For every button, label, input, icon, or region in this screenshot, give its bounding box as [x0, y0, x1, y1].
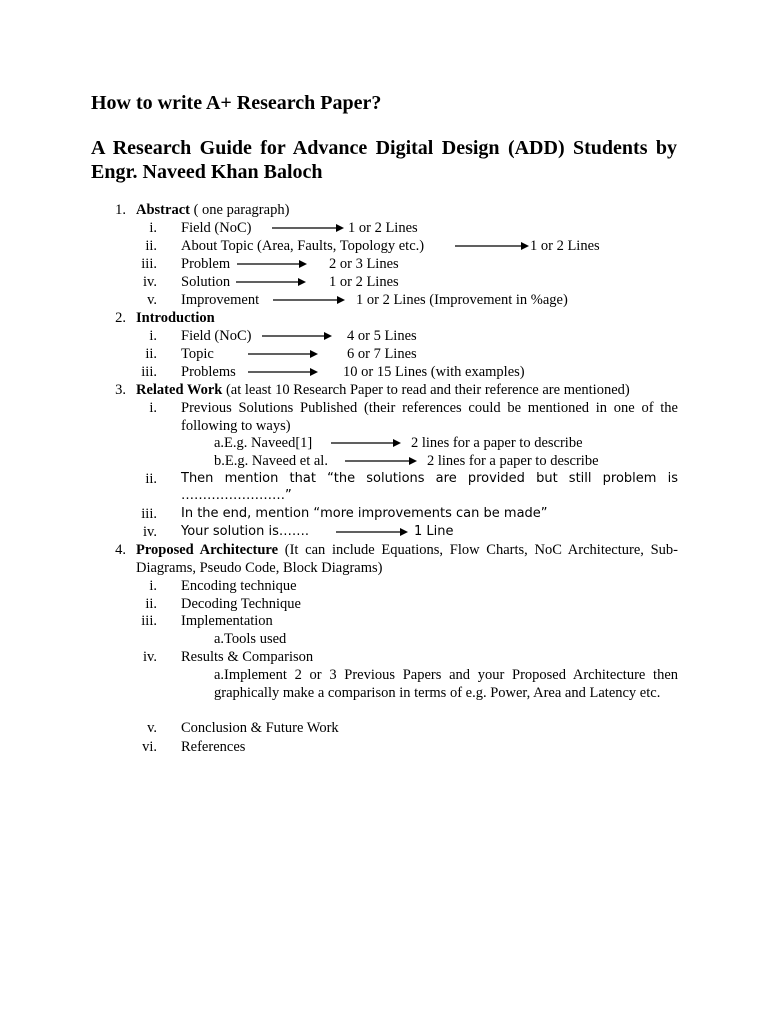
section-number: 1. [115, 202, 126, 218]
item-number: iii. [141, 364, 157, 380]
item-number: iii. [141, 506, 157, 522]
item-label: Topic [181, 346, 214, 362]
item-number: iii. [141, 256, 157, 272]
section-number: 4. [115, 542, 126, 558]
arrow-icon [262, 330, 332, 342]
sub-item-label: b.E.g. Naveed et al. [214, 453, 328, 469]
item-number: v. [147, 720, 157, 736]
item-label: Field (NoC) [181, 328, 252, 344]
arrow-icon [331, 437, 401, 449]
item-number: iii. [141, 613, 157, 629]
arrow-icon [236, 276, 306, 288]
item-value: 1 or 2 Lines [348, 220, 418, 236]
item-value: 6 or 7 Lines [347, 346, 417, 362]
sub-item-label: a.E.g. Naveed[1] [214, 435, 313, 451]
page-title: How to write A+ Research Paper? [91, 92, 382, 114]
arrow-icon [345, 455, 417, 467]
arrow-icon [336, 526, 408, 538]
sub-item-value: 2 lines for a paper to describe [411, 435, 583, 451]
item-number: ii. [145, 238, 157, 254]
item-value: 4 or 5 Lines [347, 328, 417, 344]
item-value: 1 or 2 Lines (Improvement in %age) [356, 292, 568, 308]
item-label: About Topic (Area, Faults, Topology etc.) [181, 238, 425, 254]
item-number: i. [149, 328, 157, 344]
arrow-icon [248, 366, 318, 378]
item-number: ii. [145, 471, 157, 487]
section-heading-proposed-architecture: Proposed Architecture (It can include Equations, Flow Charts, NoC Architecture, Sub-Diagrams, Pseudo Code, Block Diagrams) [136, 542, 678, 576]
item-number: i. [149, 578, 157, 594]
item-text: In the end, mention “more improvements can be made” [181, 506, 548, 521]
arrow-icon [273, 294, 345, 306]
item-number: iv. [143, 274, 157, 290]
item-label: Encoding technique [181, 578, 297, 594]
item-label: References [181, 739, 246, 755]
item-label: Improvement [181, 292, 260, 308]
item-text: Your solution is……. [181, 524, 310, 539]
item-label: Problem [181, 256, 231, 272]
item-label: Decoding Technique [181, 596, 301, 612]
item-label: Conclusion & Future Work [181, 720, 339, 736]
item-label: Problems [181, 364, 236, 380]
item-number: vi. [142, 739, 157, 755]
item-number: i. [149, 400, 157, 416]
item-label: Implementation [181, 613, 273, 629]
section-heading-introduction: Introduction [136, 310, 215, 326]
item-number: i. [149, 220, 157, 236]
arrow-icon [272, 222, 344, 234]
item-value: 1 or 2 Lines [329, 274, 399, 290]
sub-item-value: 2 lines for a paper to describe [427, 453, 599, 469]
item-number: v. [147, 292, 157, 308]
section-number: 2. [115, 310, 126, 326]
item-number: iv. [143, 649, 157, 665]
item-value: 2 or 3 Lines [329, 256, 399, 272]
item-text: Previous Solutions Published (their references could be mentioned in one of the following to ways) [181, 400, 678, 434]
section-heading-related-work: Related Work (at least 10 Research Paper to read and their reference are mentioned) [136, 382, 630, 398]
document-subtitle: A Research Guide for Advance Digital Design (ADD) Students by Engr. Naveed Khan Baloch [91, 137, 677, 183]
section-heading-abstract: Abstract ( one paragraph) [136, 202, 290, 218]
arrow-icon [248, 348, 318, 360]
item-value: 1 or 2 Lines [530, 238, 600, 254]
sub-item-text: a.Implement 2 or 3 Previous Papers and your Proposed Architecture then graphically make a comparison in terms of e.g. Power, Area and Latency etc. [214, 667, 678, 701]
item-text: Then mention that “the solutions are provided but still problem is ……………………” [181, 471, 678, 503]
item-number: iv. [143, 524, 157, 540]
section-number: 3. [115, 382, 126, 398]
item-value: 10 or 15 Lines (with examples) [343, 364, 525, 380]
sub-item-label: a.Tools used [214, 631, 287, 647]
item-label: Field (NoC) [181, 220, 252, 236]
arrow-icon [237, 258, 307, 270]
item-label: Results & Comparison [181, 649, 314, 665]
item-number: ii. [145, 596, 157, 612]
item-value: 1 Line [414, 524, 454, 539]
item-number: ii. [145, 346, 157, 362]
arrow-icon [455, 240, 529, 252]
item-label: Solution [181, 274, 231, 290]
